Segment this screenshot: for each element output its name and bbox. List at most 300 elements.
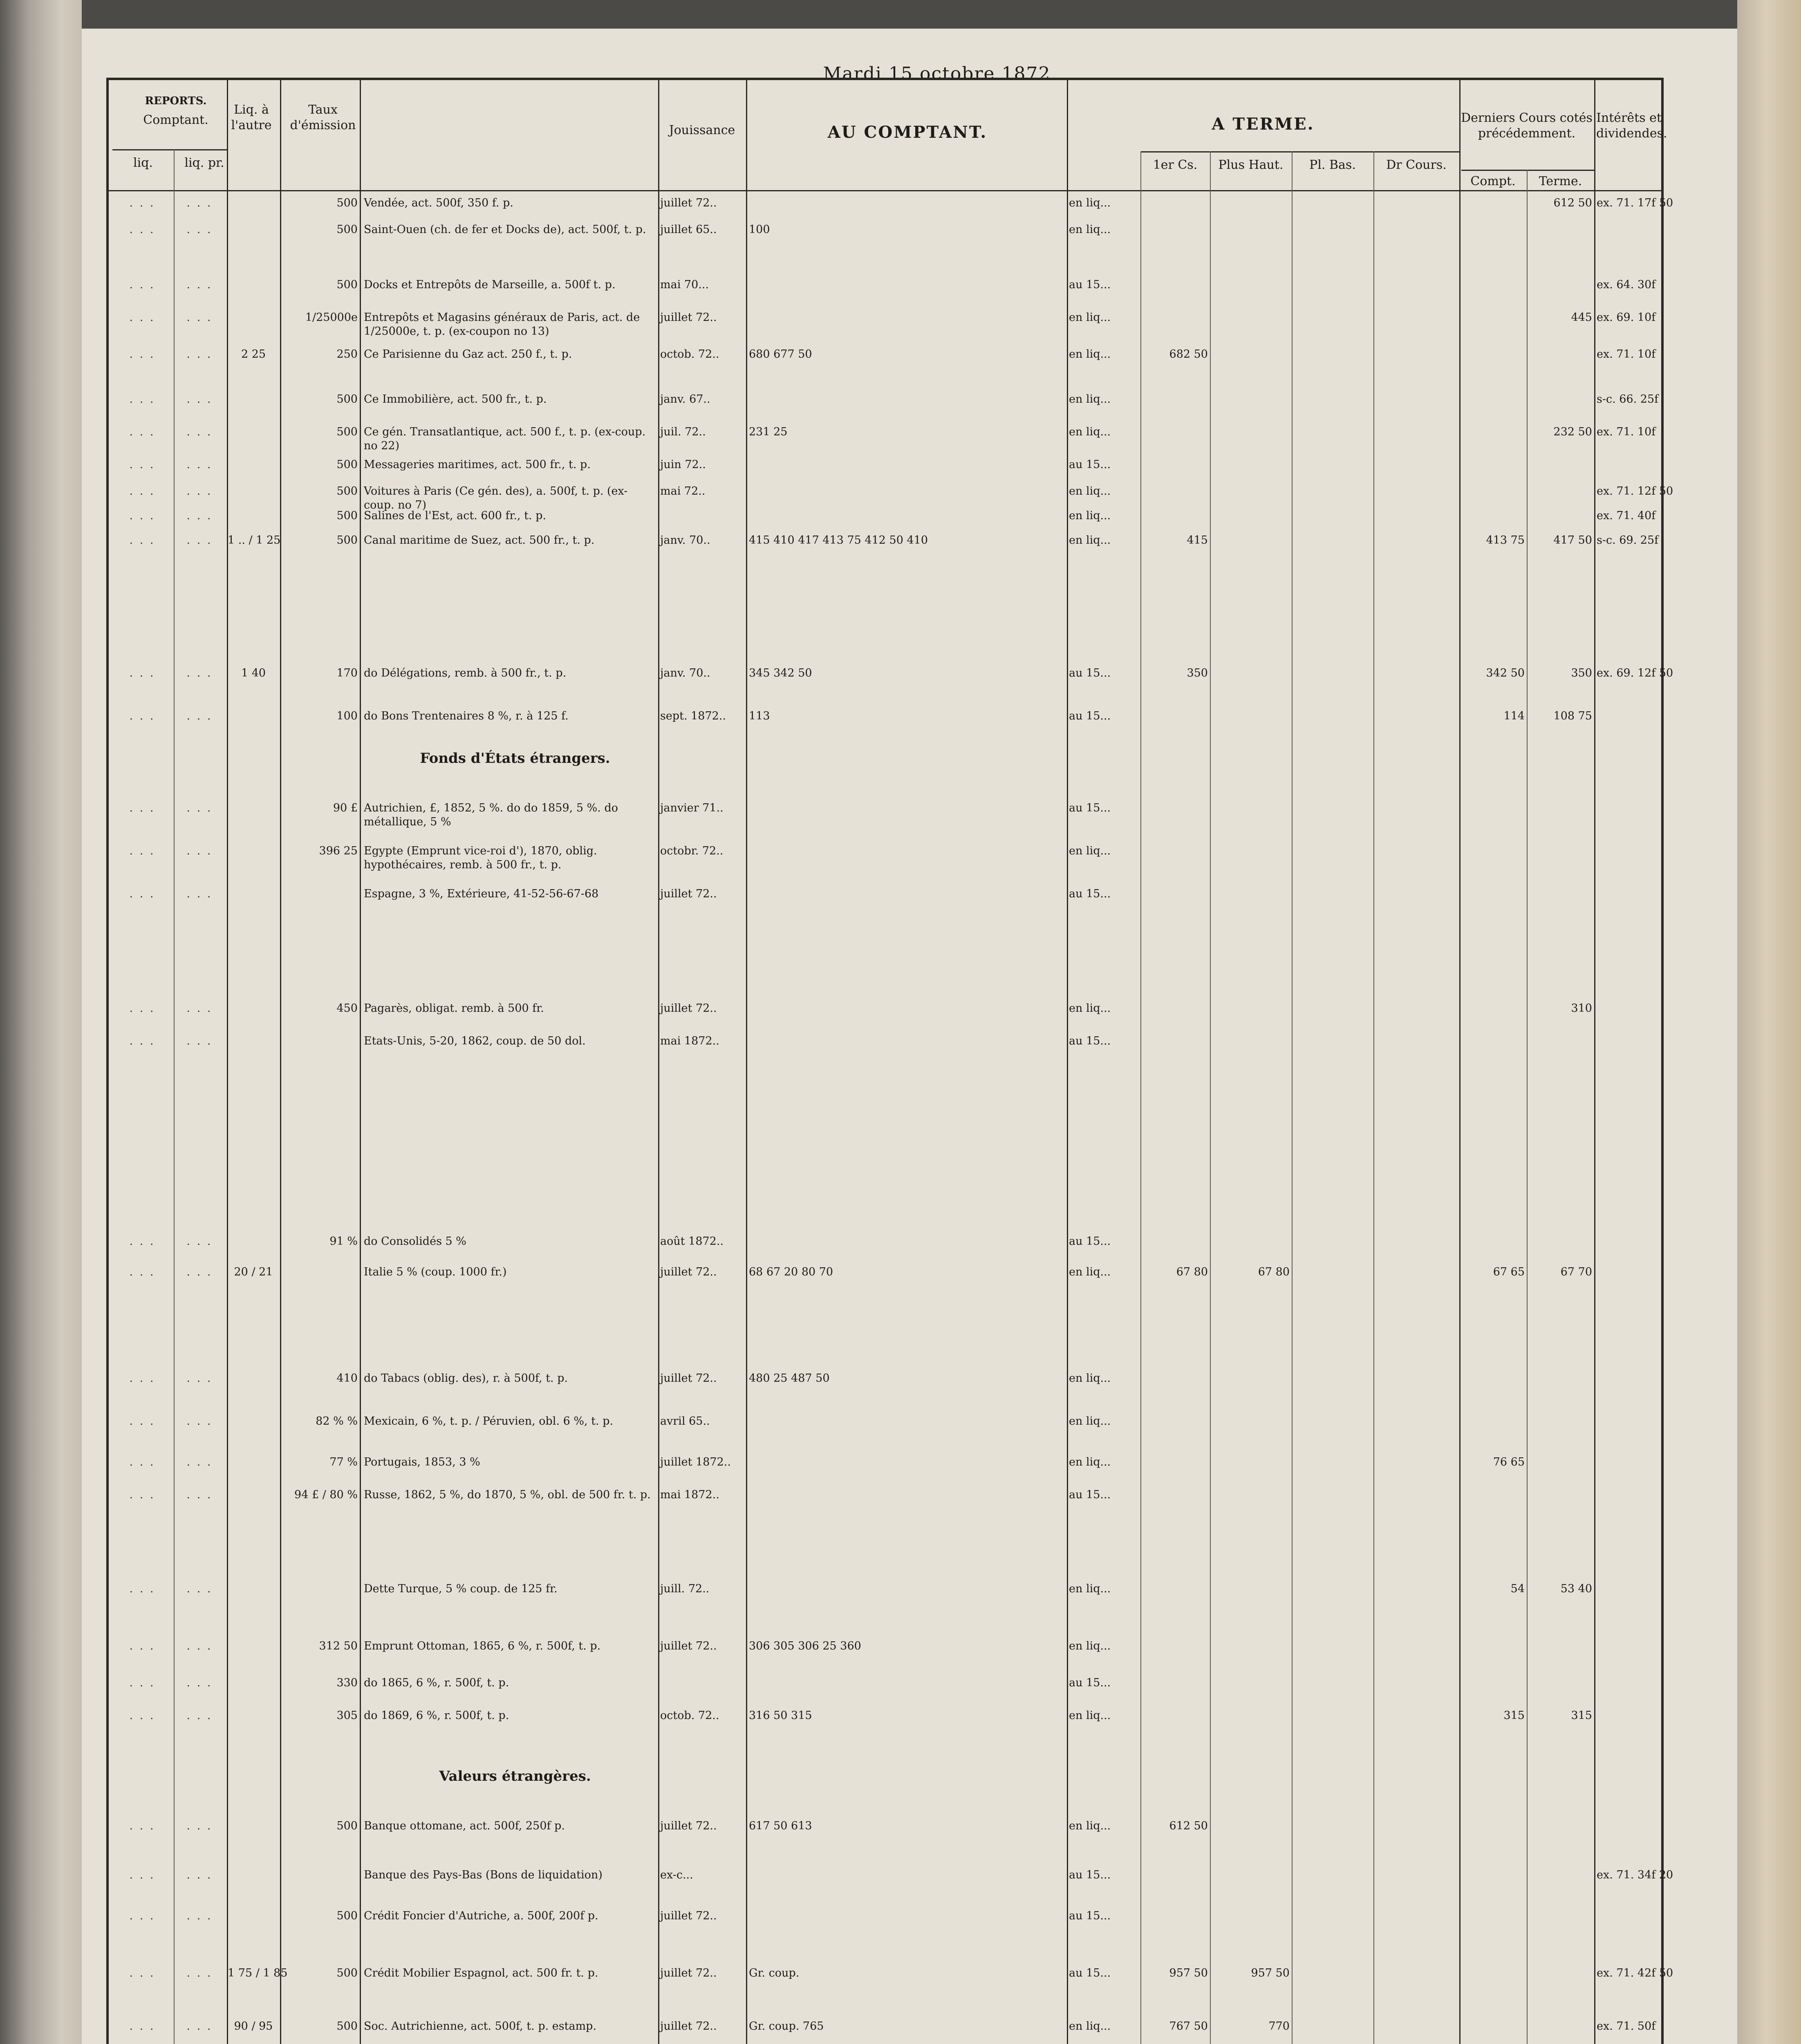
cell-name: Portugais, 1853, 3 % <box>364 1456 480 1468</box>
report-liq-pr-placeholder: . . . <box>186 1235 213 1248</box>
cell-jouissance: janv. 70.. <box>660 667 710 679</box>
cell-comptant: 100 <box>749 223 770 236</box>
table-row <box>109 1372 1661 1401</box>
cell-terme-prec: 108 75 <box>1553 710 1592 722</box>
report-liq-placeholder: . . . <box>129 667 155 679</box>
cell-liq-a: 1 .. / 1 25 <box>228 534 281 547</box>
table-row <box>109 1235 1661 1264</box>
cell-jouissance: juin 72.. <box>660 458 706 471</box>
header-comptant: Comptant. <box>143 113 208 127</box>
header-dernier-cours: Dr Cours. <box>1386 158 1447 172</box>
cell-jouissance: avril 65.. <box>660 1415 710 1428</box>
cell-taux: 500 <box>336 197 358 209</box>
cell-comptant: 68 67 20 80 70 <box>749 1266 833 1278</box>
header-au-comptant: AU COMPTANT. <box>827 123 988 142</box>
cell-name: Soc. Autrichienne, act. 500f, t. p. estamp. <box>364 2020 597 2033</box>
header-plus-bas: Pl. Bas. <box>1309 158 1356 172</box>
table-row <box>109 311 1661 340</box>
cell-jouissance: juillet 72.. <box>660 1967 717 1979</box>
cell-terme: en liq... <box>1069 1456 1111 1468</box>
cell-name: Banque des Pays-Bas (Bons de liquidation) <box>364 1869 603 1881</box>
cell-interet: ex. 71. 10f <box>1597 348 1656 361</box>
table-row <box>109 709 1661 739</box>
table-row <box>109 666 1673 696</box>
cell-jouissance: juillet 72.. <box>660 888 717 900</box>
report-liq-pr-placeholder: . . . <box>186 667 213 679</box>
cell-comptant: 113 <box>749 710 770 722</box>
cell-terme: en liq... <box>1069 845 1111 857</box>
cell-compt: 76 65 <box>1493 1456 1525 1468</box>
report-liq-placeholder: . . . <box>129 1488 155 1501</box>
scanner-background <box>0 0 1801 29</box>
cell-jouissance: juillet 72.. <box>660 197 717 209</box>
cell-terme: en liq... <box>1069 534 1111 547</box>
cell-terme-prec: 612 50 <box>1553 197 1592 209</box>
report-liq-pr-placeholder: . . . <box>186 1372 213 1385</box>
report-liq-pr-placeholder: . . . <box>186 311 213 324</box>
header-liq: liq. <box>133 156 153 170</box>
header-a-terme: A TERME. <box>1212 114 1315 134</box>
report-liq-placeholder: . . . <box>129 1967 155 1979</box>
cell-terme-prec: 310 <box>1571 1002 1592 1015</box>
cell-interet: ex. 69. 12f 50 <box>1597 667 1673 679</box>
cell-name: Voitures à Paris (Ce gén. des), a. 500f, t. p. (ex-coup. no 7) <box>364 485 628 511</box>
cell-terme: au 15... <box>1069 458 1111 471</box>
report-liq-pr-placeholder: . . . <box>186 1709 213 1722</box>
cell-interet: ex. 71. 50f <box>1597 2020 1656 2033</box>
cell-terme: au 15... <box>1069 710 1111 722</box>
cell-terme-prec: 417 50 <box>1553 534 1592 547</box>
report-liq-pr-placeholder: . . . <box>186 1820 213 1832</box>
cell-name: do Tabacs (oblig. des), r. à 500f, t. p. <box>364 1372 568 1385</box>
report-liq-pr-placeholder: . . . <box>186 1415 213 1428</box>
cell-taux: 90 £ <box>333 802 358 814</box>
report-liq-pr-placeholder: . . . <box>186 1266 213 1278</box>
cell-name: Dette Turque, 5 % coup. de 125 fr. <box>364 1582 558 1595</box>
report-liq-pr-placeholder: . . . <box>186 1002 213 1015</box>
cell-terme-prec: 53 40 <box>1560 1582 1592 1595</box>
cell-taux: 94 £ / 80 % <box>294 1488 358 1501</box>
cell-taux: 500 <box>336 393 358 406</box>
table-row <box>109 1582 1661 1611</box>
cell-taux: 170 <box>336 667 358 679</box>
table-row <box>109 533 1661 563</box>
cell-taux: 396 25 <box>319 845 358 857</box>
report-liq-pr-placeholder: . . . <box>186 534 213 547</box>
cell-taux: 82 % % <box>316 1415 358 1428</box>
cell-comptant: 345 342 50 <box>749 667 812 679</box>
report-liq-placeholder: . . . <box>129 710 155 722</box>
cell-name: Messageries maritimes, act. 500 fr., t. p. <box>364 458 591 471</box>
report-liq-pr-placeholder: . . . <box>186 485 213 498</box>
report-liq-pr-placeholder: . . . <box>186 802 213 814</box>
cell-interet: ex. 71. 34f 20 <box>1597 1869 1673 1881</box>
header-taux: Taux d'émission <box>290 103 356 132</box>
cell-name: Pagarès, obligat. remb. à 500 fr. <box>364 1002 544 1015</box>
report-liq-pr-placeholder: . . . <box>186 197 213 209</box>
cell-jouissance: mai 1872.. <box>660 1488 719 1501</box>
cell-jouissance: octob. 72.. <box>660 348 719 361</box>
cell-name: Vendée, act. 500f, 350 f. p. <box>364 197 513 209</box>
cell-terme: en liq... <box>1069 197 1111 209</box>
cell-taux: 500 <box>336 1967 358 1979</box>
cell-name: Egypte (Emprunt vice-roi d'), 1870, oblig. hypothécaires, remb. à 500 fr., t. p. <box>364 845 597 871</box>
cell-plus-haut: 957 50 <box>1251 1967 1290 1979</box>
cell-jouissance: mai 1872.. <box>660 1035 719 1047</box>
cell-liq-a: 2 25 <box>241 348 266 361</box>
cell-interet: s-c. 69. 25f <box>1597 534 1659 547</box>
cell-taux: 77 % <box>329 1456 358 1468</box>
header-terme: Terme. <box>1539 174 1582 188</box>
report-liq-placeholder: . . . <box>129 393 155 406</box>
cell-taux: 500 <box>336 1820 358 1832</box>
report-liq-placeholder: . . . <box>129 348 155 361</box>
cell-terme: en liq... <box>1069 1709 1111 1722</box>
cell-terme: en liq... <box>1069 393 1111 406</box>
cell-compt: 413 75 <box>1486 534 1525 547</box>
cell-terme: en liq... <box>1069 1640 1111 1652</box>
cell-terme: au 15... <box>1069 278 1111 291</box>
report-liq-pr-placeholder: . . . <box>186 458 213 471</box>
table-row <box>109 223 1661 252</box>
cell-liq-a: 20 / 21 <box>234 1266 273 1278</box>
table-row <box>109 1002 1661 1031</box>
report-liq-pr-placeholder: . . . <box>186 223 213 236</box>
cell-name: Crédit Foncier d'Autriche, a. 500f, 200f p. <box>364 1910 598 1922</box>
report-liq-pr-placeholder: . . . <box>186 888 213 900</box>
cell-terme-prec: 67 70 <box>1560 1266 1592 1278</box>
report-liq-pr-placeholder: . . . <box>186 845 213 857</box>
report-liq-placeholder: . . . <box>129 1372 155 1385</box>
cell-jouissance: juillet 72.. <box>660 1002 717 1015</box>
table-row <box>109 1966 1673 1996</box>
cell-terme: en liq... <box>1069 485 1111 498</box>
cell-liq-a: 90 / 95 <box>234 2020 273 2033</box>
table-row <box>109 392 1661 422</box>
cell-terme: en liq... <box>1069 311 1111 324</box>
comptant-rule <box>112 149 227 150</box>
cell-comptant: 306 305 306 25 360 <box>749 1640 861 1652</box>
cell-terme-prec: 445 <box>1571 311 1592 324</box>
header-compt: Compt. <box>1470 174 1516 188</box>
cell-taux: 500 <box>336 278 358 291</box>
cell-taux: 500 <box>336 509 358 522</box>
section-foreign-values: Valeurs étrangères. <box>439 1768 591 1784</box>
report-liq-placeholder: . . . <box>129 509 155 522</box>
cell-name: Espagne, 3 %, Extérieure, 41-52-56-67-68 <box>364 888 599 900</box>
cell-comptant: 480 25 487 50 <box>749 1372 830 1385</box>
cell-name: Banque ottomane, act. 500f, 250f p. <box>364 1820 565 1832</box>
cell-comptant: Gr. coup. <box>749 1967 800 1979</box>
cell-terme: en liq... <box>1069 1002 1111 1015</box>
cell-taux: 500 <box>336 2020 358 2033</box>
report-liq-pr-placeholder: . . . <box>186 393 213 406</box>
header-jouissance: Jouissance <box>669 123 735 137</box>
header-reports: REPORTS. <box>145 95 207 107</box>
report-liq-placeholder: . . . <box>129 1640 155 1652</box>
cell-taux: 500 <box>336 485 358 498</box>
table-row <box>109 2019 1661 2044</box>
cell-name: Etats-Unis, 5-20, 1862, coup. de 50 dol. <box>364 1035 586 1047</box>
report-liq-placeholder: . . . <box>129 278 155 291</box>
cell-comptant: 316 50 315 <box>749 1709 812 1722</box>
header-premier-cours: 1er Cs. <box>1153 158 1198 172</box>
cell-jouissance: juill. 72.. <box>660 1582 710 1595</box>
cell-taux: 500 <box>336 426 358 438</box>
cell-name: Saint-Ouen (ch. de fer et Docks de), act. 500f, t. p. <box>364 223 646 236</box>
cell-terme: au 15... <box>1069 888 1111 900</box>
report-liq-pr-placeholder: . . . <box>186 1488 213 1501</box>
cell-name: Autrichien, £, 1852, 5 %. do do 1859, 5 %. do métallique, 5 % <box>364 802 618 828</box>
cell-interet: ex. 69. 10f <box>1597 311 1656 324</box>
report-liq-placeholder: . . . <box>129 223 155 236</box>
cell-plus-haut: 770 <box>1268 2020 1290 2033</box>
report-liq-pr-placeholder: . . . <box>186 710 213 722</box>
report-liq-pr-placeholder: . . . <box>186 509 213 522</box>
cell-name: Docks et Entrepôts de Marseille, a. 500f t. p. <box>364 278 616 291</box>
table-row <box>109 844 1661 874</box>
cell-jouissance: mai 72.. <box>660 485 706 498</box>
cell-terme-prec: 350 <box>1571 667 1592 679</box>
report-liq-placeholder: . . . <box>129 845 155 857</box>
section-foreign-funds: Fonds d'États étrangers. <box>420 750 610 766</box>
table-row <box>109 196 1673 226</box>
cell-taux: 500 <box>336 458 358 471</box>
cell-taux: 312 50 <box>319 1640 358 1652</box>
cell-premier: 957 50 <box>1169 1967 1208 1979</box>
report-liq-placeholder: . . . <box>129 1869 155 1881</box>
cell-jouissance: juillet 72.. <box>660 1640 717 1652</box>
report-liq-placeholder: . . . <box>129 1456 155 1468</box>
cell-terme: au 15... <box>1069 1035 1111 1047</box>
cell-comptant: 415 410 417 413 75 412 50 410 <box>749 534 928 547</box>
cell-interet: ex. 71. 12f 50 <box>1597 485 1673 498</box>
cell-name: do Bons Trentenaires 8 %, r. à 125 f. <box>364 710 569 722</box>
cell-comptant: 680 677 50 <box>749 348 812 361</box>
cell-jouissance: ex-c... <box>660 1869 693 1881</box>
cell-terme: en liq... <box>1069 1372 1111 1385</box>
table-row <box>109 347 1661 377</box>
cell-jouissance: juillet 72.. <box>660 1910 717 1922</box>
cell-taux: 330 <box>336 1676 358 1689</box>
cell-taux: 450 <box>336 1002 358 1015</box>
cell-taux: 91 % <box>329 1235 358 1248</box>
page-title: Mardi 15 octobre 1872. <box>823 63 1057 84</box>
table-row <box>109 425 1661 455</box>
report-liq-pr-placeholder: . . . <box>186 1582 213 1595</box>
report-liq-pr-placeholder: . . . <box>186 278 213 291</box>
cell-interet: ex. 71. 17f 50 <box>1597 197 1673 209</box>
cell-premier: 612 50 <box>1169 1820 1208 1832</box>
cell-taux: 410 <box>336 1372 358 1385</box>
cell-comptant: Gr. coup. 765 <box>749 2020 824 2033</box>
cell-jouissance: sept. 1872.. <box>660 710 726 722</box>
cell-terme-prec: 232 50 <box>1553 426 1592 438</box>
report-liq-pr-placeholder: . . . <box>186 1910 213 1922</box>
cell-terme: en liq... <box>1069 1266 1111 1278</box>
table-row <box>109 278 1661 307</box>
cell-jouissance: mai 70... <box>660 278 709 291</box>
report-liq-pr-placeholder: . . . <box>186 1456 213 1468</box>
cell-jouissance: juillet 65.. <box>660 223 717 236</box>
cell-compt: 315 <box>1503 1709 1525 1722</box>
report-liq-pr-placeholder: . . . <box>186 1035 213 1047</box>
derniers-rule <box>1461 170 1594 171</box>
table-row <box>109 1709 1661 1738</box>
header-interets: Intérêts et dividendes. <box>1596 111 1667 141</box>
cell-name: do Délégations, remb. à 500 fr., t. p. <box>364 667 567 679</box>
cell-jouissance: juillet 72.. <box>660 1820 717 1832</box>
cell-jouissance: octobr. 72.. <box>660 845 724 857</box>
table-row <box>109 1414 1661 1444</box>
report-liq-pr-placeholder: . . . <box>186 1640 213 1652</box>
cell-terme: en liq... <box>1069 1820 1111 1832</box>
report-liq-placeholder: . . . <box>129 1035 155 1047</box>
cell-name: Entrepôts et Magasins généraux de Paris, act. de 1/25000e, t. p. (ex-coupon no 13) <box>364 311 640 338</box>
cell-premier: 415 <box>1187 534 1208 547</box>
report-liq-placeholder: . . . <box>129 802 155 814</box>
report-liq-placeholder: . . . <box>129 1709 155 1722</box>
cell-name: Italie 5 % (coup. 1000 fr.) <box>364 1266 507 1278</box>
cell-taux: 100 <box>336 710 358 722</box>
cell-terme-prec: 315 <box>1571 1709 1592 1722</box>
cell-interet: ex. 71. 42f 50 <box>1597 1967 1673 1979</box>
table-row <box>109 1909 1661 1939</box>
report-liq-placeholder: . . . <box>129 1910 155 1922</box>
report-liq-placeholder: . . . <box>129 888 155 900</box>
cell-jouissance: juillet 72.. <box>660 311 717 324</box>
report-liq-placeholder: . . . <box>129 1415 155 1428</box>
cell-taux: 1/25000e <box>305 311 358 324</box>
table-row <box>109 1488 1661 1517</box>
header-liq-pr: liq. pr. <box>184 156 224 170</box>
cell-name: Russe, 1862, 5 %, do 1870, 5 %, obl. de 500 fr. t. p. <box>364 1488 651 1501</box>
cell-compt: 54 <box>1510 1582 1525 1595</box>
cell-name: do Consolidés 5 % <box>364 1235 466 1248</box>
cell-compt: 342 50 <box>1486 667 1525 679</box>
cell-jouissance: août 1872.. <box>660 1235 724 1248</box>
cell-interet: ex. 64. 30f <box>1597 278 1656 291</box>
report-liq-pr-placeholder: . . . <box>186 348 213 361</box>
cell-terme: en liq... <box>1069 223 1111 236</box>
table-row <box>109 1265 1661 1295</box>
cell-name: Emprunt Ottoman, 1865, 6 %, r. 500f, t. p. <box>364 1640 601 1652</box>
cell-jouissance: juillet 72.. <box>660 2020 717 2033</box>
cell-premier: 350 <box>1187 667 1208 679</box>
cell-name: Ce Parisienne du Gaz act. 250 f., t. p. <box>364 348 572 361</box>
cell-name: do 1869, 6 %, r. 500f, t. p. <box>364 1709 509 1722</box>
cell-interet: ex. 71. 10f <box>1597 426 1656 438</box>
report-liq-placeholder: . . . <box>129 1676 155 1689</box>
report-liq-pr-placeholder: . . . <box>186 1967 213 1979</box>
cell-jouissance: juillet 72.. <box>660 1266 717 1278</box>
cell-interet: s-c. 66. 25f <box>1597 393 1659 406</box>
report-liq-pr-placeholder: . . . <box>186 426 213 438</box>
header-rule <box>109 190 1661 191</box>
cell-jouissance: juillet 1872.. <box>660 1456 731 1468</box>
cell-jouissance: janv. 67.. <box>660 393 710 406</box>
cell-terme: au 15... <box>1069 1676 1111 1689</box>
report-liq-placeholder: . . . <box>129 1820 155 1832</box>
cell-taux: 305 <box>336 1709 358 1722</box>
table-row <box>109 801 1661 831</box>
cell-terme: au 15... <box>1069 1910 1111 1922</box>
header-derniers-cours: Derniers Cours cotés précédemment. <box>1461 111 1593 141</box>
cell-premier: 682 50 <box>1169 348 1208 361</box>
table-row <box>109 1819 1661 1849</box>
cell-terme: en liq... <box>1069 426 1111 438</box>
page-edge <box>1737 0 1801 2044</box>
table-row <box>109 1034 1661 1064</box>
cell-name: Canal maritime de Suez, act. 500 fr., t. p. <box>364 534 595 547</box>
cell-name: Crédit Mobilier Espagnol, act. 500 fr. t. p. <box>364 1967 598 1979</box>
report-liq-placeholder: . . . <box>129 534 155 547</box>
table-row <box>109 887 1661 917</box>
report-liq-placeholder: . . . <box>129 311 155 324</box>
report-liq-pr-placeholder: . . . <box>186 2020 213 2033</box>
table-row <box>109 1676 1661 1706</box>
report-liq-placeholder: . . . <box>129 1582 155 1595</box>
table-row <box>109 1639 1661 1669</box>
cell-name: Ce Immobilière, act. 500 fr., t. p. <box>364 393 547 406</box>
report-liq-pr-placeholder: . . . <box>186 1676 213 1689</box>
cell-jouissance: octob. 72.. <box>660 1709 719 1722</box>
report-liq-placeholder: . . . <box>129 197 155 209</box>
cell-jouissance: juil. 72.. <box>660 426 706 438</box>
book-spine <box>0 0 82 2044</box>
report-liq-placeholder: . . . <box>129 1002 155 1015</box>
cell-liq-a: 1 75 / 1 85 <box>228 1967 288 1979</box>
cell-terme: en liq... <box>1069 509 1111 522</box>
cell-liq-a: 1 40 <box>241 667 266 679</box>
cell-compt: 114 <box>1503 710 1525 722</box>
cell-terme: en liq... <box>1069 348 1111 361</box>
cell-terme: au 15... <box>1069 1967 1111 1979</box>
report-liq-placeholder: . . . <box>129 2020 155 2033</box>
cell-terme: au 15... <box>1069 1235 1111 1248</box>
terme-rule <box>1140 151 1459 152</box>
cell-comptant: 617 50 613 <box>749 1820 812 1832</box>
cell-taux: 500 <box>336 223 358 236</box>
cell-premier: 767 50 <box>1169 2020 1208 2033</box>
cell-name: Salines de l'Est, act. 600 fr., t. p. <box>364 509 547 522</box>
cell-taux: 500 <box>336 534 358 547</box>
cell-comptant: 231 25 <box>749 426 788 438</box>
cell-terme: au 15... <box>1069 802 1111 814</box>
cell-name: Ce gén. Transatlantique, act. 500 f., t. p. (ex-coup. no 22) <box>364 426 646 452</box>
table-row <box>109 458 1661 487</box>
header-liq-a-lautre: Liq. à l'autre <box>231 103 272 132</box>
report-liq-pr-placeholder: . . . <box>186 1869 213 1881</box>
report-liq-placeholder: . . . <box>129 458 155 471</box>
cell-terme: en liq... <box>1069 1582 1111 1595</box>
header-plus-haut: Plus Haut. <box>1218 158 1284 172</box>
cell-terme: au 15... <box>1069 667 1111 679</box>
cell-taux: 250 <box>336 348 358 361</box>
cell-terme: en liq... <box>1069 2020 1111 2033</box>
report-liq-placeholder: . . . <box>129 1266 155 1278</box>
cell-jouissance: janv. 70.. <box>660 534 710 547</box>
cell-terme: au 15... <box>1069 1869 1111 1881</box>
cell-taux: 500 <box>336 1910 358 1922</box>
table-row <box>109 1868 1673 1898</box>
report-liq-placeholder: . . . <box>129 1235 155 1248</box>
cell-plus-haut: 67 80 <box>1258 1266 1290 1278</box>
cell-name: Mexicain, 6 %, t. p. / Péruvien, obl. 6 %, t. p. <box>364 1415 614 1428</box>
cell-terme: au 15... <box>1069 1488 1111 1501</box>
table-row <box>109 1455 1661 1485</box>
cell-premier: 67 80 <box>1176 1266 1208 1278</box>
